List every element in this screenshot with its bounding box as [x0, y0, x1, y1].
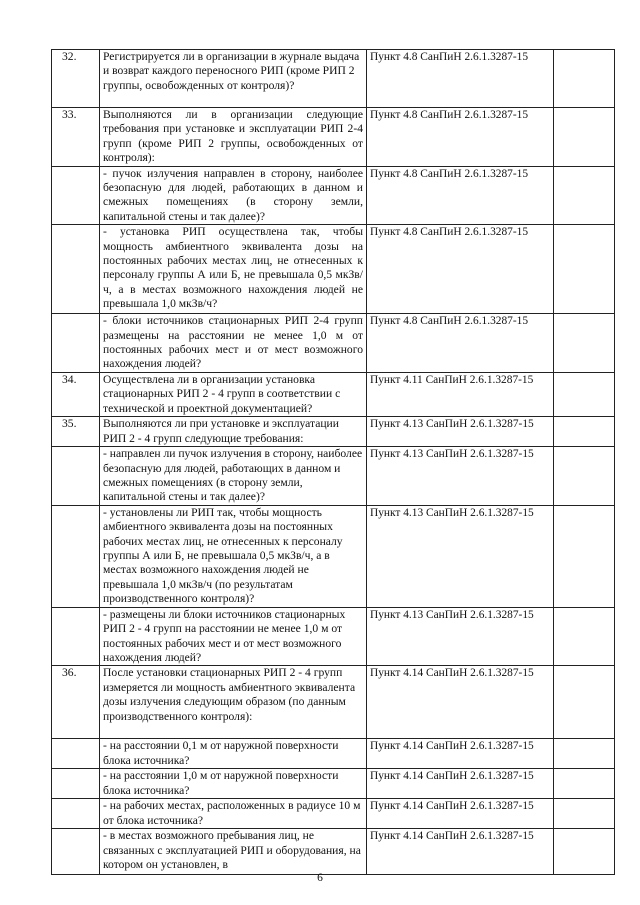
table-row	[52, 829, 615, 875]
table-row	[52, 417, 615, 447]
item-number: 33.	[52, 108, 100, 167]
item-number: 32.	[52, 50, 100, 108]
table-row	[52, 769, 615, 799]
answer-cell	[554, 314, 615, 373]
regulation-reference: Пункт 4.13 СанПиН 2.6.1.3287-15	[367, 607, 554, 666]
regulation-reference: Пункт 4.14 СанПиН 2.6.1.3287-15	[367, 739, 554, 769]
item-number	[52, 829, 100, 875]
regulation-reference: Пункт 4.8 СанПиН 2.6.1.3287-15	[367, 314, 554, 373]
answer-cell	[554, 666, 615, 739]
item-number	[52, 505, 100, 607]
regulation-reference: Пункт 4.13 СанПиН 2.6.1.3287-15	[367, 447, 554, 506]
regulation-reference: Пункт 4.8 СанПиН 2.6.1.3287-15	[367, 50, 554, 108]
answer-cell	[554, 108, 615, 167]
regulation-reference: Пункт 4.8 СанПиН 2.6.1.3287-15	[367, 225, 554, 314]
question-text: - установлены ли РИП так, чтобы мощность амбиентного эквивалента дозы на постоянных рабочих местах лиц, не отнесенных к персоналу группы А или Б, не превышала 0,5 мкЗв/ч, а в местах возможного нахождения людей не превышала 1,0 мкЗв/ч (по результатам производственного контроля)?	[100, 505, 367, 607]
table-row	[52, 799, 615, 829]
table-row	[52, 166, 615, 225]
table-row	[52, 372, 615, 416]
question-text: - направлен ли пучок излучения в сторону, наиболее безопасную для людей, работающих в данном и смежных помещениях (в сторону земли, капитальной стены и так далее)?	[100, 447, 367, 506]
question-text: Выполняются ли при установке и эксплуатации РИП 2 - 4 групп следующие требования:	[100, 417, 367, 447]
item-number	[52, 166, 100, 225]
regulation-reference: Пункт 4.14 СанПиН 2.6.1.3287-15	[367, 769, 554, 799]
regulation-reference: Пункт 4.8 СанПиН 2.6.1.3287-15	[367, 166, 554, 225]
question-text: После установки стационарных РИП 2 - 4 групп измеряется ли мощность амбиентного эквивалента дозы излучения следующим образом (по данным производственного контроля):	[100, 666, 367, 739]
answer-cell	[554, 417, 615, 447]
answer-cell	[554, 829, 615, 875]
table-row	[52, 607, 615, 666]
answer-cell	[554, 769, 615, 799]
regulation-reference: Пункт 4.8 СанПиН 2.6.1.3287-15	[367, 108, 554, 167]
regulation-reference: Пункт 4.14 СанПиН 2.6.1.3287-15	[367, 666, 554, 739]
page-number: 6	[317, 872, 323, 884]
table-row	[52, 666, 615, 739]
table-row	[52, 108, 615, 167]
table-row	[52, 739, 615, 769]
item-number: 35.	[52, 417, 100, 447]
question-text: - в местах возможного пребывания лиц, не связанных с эксплуатацией РИП и оборудования, на котором он установлен, в	[100, 829, 367, 875]
question-text: - пучок излучения направлен в сторону, наиболее безопасную для людей, работающих в данном и смежных помещениях (в сторону земли, капитальной стены и так далее)?	[100, 166, 367, 225]
answer-cell	[554, 739, 615, 769]
question-text: - на рабочих местах, расположенных в радиусе 10 м от блока источника?	[100, 799, 367, 829]
question-text: - на расстоянии 0,1 м от наружной поверхности блока источника?	[100, 739, 367, 769]
item-number	[52, 799, 100, 829]
answer-cell	[554, 166, 615, 225]
answer-cell	[554, 607, 615, 666]
table-row	[52, 505, 615, 607]
question-text: - установка РИП осуществлена так, чтобы мощность амбиентного эквивалента дозы на постоянных рабочих местах лиц, не отнесенных к персоналу группы А или Б, не превышала 0,5 мкЗв/ч, а в местах возможного нахождения людей не превышала 1,0 мкЗв/ч?	[100, 225, 367, 314]
question-text: - блоки источников стационарных РИП 2-4 групп размещены на расстоянии не менее 1,0 м от постоянных рабочих мест и от мест возможного нахождения людей?	[100, 314, 367, 373]
regulation-reference: Пункт 4.14 СанПиН 2.6.1.3287-15	[367, 799, 554, 829]
regulation-reference: Пункт 4.14 СанПиН 2.6.1.3287-15	[367, 829, 554, 875]
question-text: Осуществлена ли в организации установка стационарных РИП 2 - 4 групп в соответствии с технической и проектной документацией?	[100, 372, 367, 416]
item-number	[52, 769, 100, 799]
question-text: Регистрируется ли в организации в журнале выдача и возврат каждого переносного РИП (кроме РИП 2 группы, освобожденных от контроля)?	[100, 50, 367, 108]
answer-cell	[554, 372, 615, 416]
item-number	[52, 447, 100, 506]
table-row	[52, 50, 615, 108]
answer-cell	[554, 505, 615, 607]
checklist-table	[51, 49, 615, 875]
question-text: Выполняются ли в организации следующие требования при установке и эксплуатации РИП 2-4 групп (кроме РИП 2 группы, освобожденных от контроля):	[100, 108, 367, 167]
question-text: - размещены ли блоки источников стационарных РИП 2 - 4 групп на расстоянии не менее 1,0 м от постоянных рабочих мест и от мест возможного нахождения людей?	[100, 607, 367, 666]
item-number	[52, 225, 100, 314]
answer-cell	[554, 225, 615, 314]
table-row	[52, 225, 615, 314]
table-row	[52, 447, 615, 506]
answer-cell	[554, 799, 615, 829]
regulation-reference: Пункт 4.13 СанПиН 2.6.1.3287-15	[367, 505, 554, 607]
regulation-reference: Пункт 4.11 СанПиН 2.6.1.3287-15	[367, 372, 554, 416]
question-text: - на расстоянии 1,0 м от наружной поверхности блока источника?	[100, 769, 367, 799]
item-number: 34.	[52, 372, 100, 416]
item-number	[52, 607, 100, 666]
item-number	[52, 739, 100, 769]
table-row	[52, 314, 615, 373]
answer-cell	[554, 447, 615, 506]
item-number: 36.	[52, 666, 100, 739]
answer-cell	[554, 50, 615, 108]
item-number	[52, 314, 100, 373]
regulation-reference: Пункт 4.13 СанПиН 2.6.1.3287-15	[367, 417, 554, 447]
